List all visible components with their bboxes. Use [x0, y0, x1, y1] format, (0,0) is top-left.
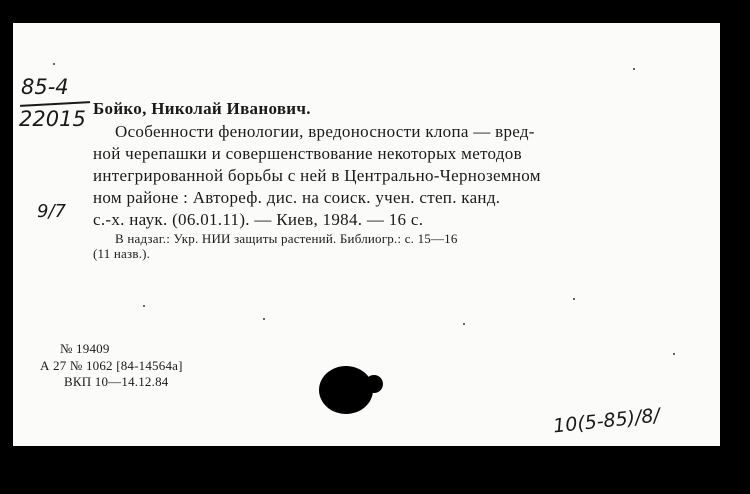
speck	[53, 63, 55, 65]
catalog-card	[13, 23, 720, 446]
author-name: Бойко, Николай Иванович.	[93, 99, 311, 118]
margin-mark: 9/7	[37, 201, 66, 222]
speck	[143, 305, 145, 307]
punch-hole-notch	[365, 375, 383, 393]
title-line: ной черепашки и совершенствование некоторых методов	[93, 144, 522, 163]
title-line: с.-х. наук. (06.01.11). — Киев, 1984. — 16 с.	[93, 210, 424, 229]
record-line: № 19409	[60, 341, 110, 356]
title-line: ном районе : Автореф. дис. на соиск. учен. степ. канд.	[93, 188, 501, 207]
handwritten-note: 10(5-85)/8/	[552, 404, 661, 438]
call-number-divider	[20, 101, 90, 107]
note-line: (11 назв.).	[93, 246, 151, 261]
record-line: ВКП 10—14.12.84	[64, 374, 169, 389]
speck	[673, 353, 675, 355]
title-line: Особенности фенологии, вредоносности клопа — вред-	[115, 122, 535, 141]
speck	[633, 68, 635, 70]
note-line: В надзаг.: Укр. НИИ защиты растений. Библиогр.: с. 15—16	[115, 231, 458, 246]
punch-hole	[319, 366, 373, 414]
speck	[463, 323, 465, 325]
speck	[573, 298, 575, 300]
title-line: интегрированной борьбы с ней в Центрально-Черноземном	[93, 166, 541, 185]
call-number-bottom: 22015	[19, 107, 86, 131]
speck	[263, 318, 265, 320]
call-number-top: 85-4	[21, 75, 69, 99]
record-line: А 27 № 1062 [84-14564а]	[40, 358, 183, 373]
